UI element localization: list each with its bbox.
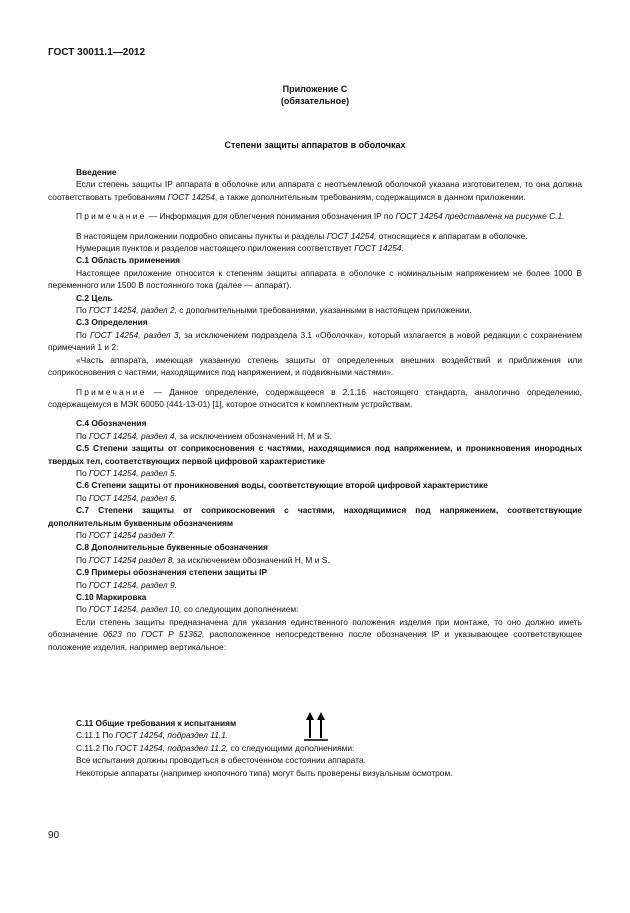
- annex-heading: Степени защиты аппаратов в оболочках: [224, 140, 406, 150]
- intro-note: Примечание — Информация для облегчения понимания обозначения IP по ГОСТ 14254 представлена на рисунке С.1.: [76, 211, 565, 222]
- section-c3-note: Примечание — Данное определение, содержащееся в 2.1.16 настоящего стандарта, аналогично определению, содержащемуся в МЭК 60050 (441-13-01) [1], которое относится к комплектным устройствам.: [48, 386, 582, 409]
- section-c2-text: По ГОСТ 14254, раздел 2, с дополнительными требованиями, указанными в настоящем приложении.: [76, 305, 472, 316]
- section-c9-heading: С.9 Примеры обозначения степени защиты IP: [76, 567, 268, 578]
- section-c6-text: По ГОСТ 14254, раздел 6.: [76, 492, 177, 503]
- section-c7-heading: С.7 Степени защиты от соприкосновения с частями, находящимися под напряжением, соответствующие дополнительным буквенным обозначениям: [48, 505, 582, 528]
- section-c3-text: По ГОСТ 14254, раздел 3, за исключением подраздела 3.1 «Оболочка», который излагается в новой редакции с сохранением примечаний 1 и 2:: [48, 329, 583, 353]
- section-c5-heading: С.5 Степени защиты от соприкосновения с частями, находящимися под напряжением, и проникновения инородных твердых тел, соответствующих первой цифровой характеристике: [48, 443, 582, 466]
- intro-paragraph-2: В настоящем приложении подробно описаны пункты и разделы ГОСТ 14254, относящиеся к аппаратам в оболочке.: [76, 230, 528, 241]
- section-c1-heading: С.1 Область применения: [76, 255, 181, 266]
- section-c3-quote: «Часть аппарата, имеющая указанную степень защиты от определенных внешних воздействий и приближения или соприкосновения с частями, находящимися под напряжением, и подвижными частями».: [48, 354, 582, 378]
- section-c8-heading: С.8 Дополнительные буквенные обозначения: [76, 542, 268, 553]
- section-c10-text: По ГОСТ 14254, раздел 10, со следующим дополнением:: [76, 604, 299, 615]
- page-number: 90: [48, 830, 60, 841]
- section-c11-1: С.11.1 По ГОСТ 14254, подраздел 11.1.: [76, 730, 229, 741]
- annex-body: [48, 166, 582, 779]
- section-c6-heading: С.6 Степени защиты от проникновения воды, соответствующие второй цифровой характеристике: [76, 480, 488, 491]
- section-c2-heading: С.2 Цель: [76, 292, 113, 303]
- section-c1-text: Настоящее приложение относится к степеням защиты аппарата в оболочке с номинальным напряжением не более 1000 В переменного или 1500 В постоянного тока (далее — аппарат).: [48, 267, 582, 291]
- section-c7-text: По ГОСТ 14254 раздел 7.: [76, 529, 175, 540]
- section-c3-heading: С.3 Определения: [76, 317, 148, 328]
- section-c8-text: По ГОСТ 14254 раздел 8, за исключением обозначений H, M и S.: [76, 554, 330, 565]
- intro-paragraph-1: Если степень защиты IP аппарата в оболочке или аппарата с неотъемлемой оболочкой указана изготовителем, то она должна соответствовать требованиям ГОСТ 14254, а также дополнительным требованиям, содержащимся в данном приложении.: [48, 179, 582, 202]
- annex-status: (обязательное): [280, 96, 350, 106]
- intro-heading: Введение: [76, 167, 117, 177]
- section-c11-paragraph-1: Все испытания должны проводиться в обесточенном состоянии аппарата.: [76, 755, 366, 766]
- section-c5-text: По ГОСТ 14254, раздел 5.: [76, 467, 177, 478]
- section-c10-heading: С.10 Маркировка: [76, 592, 147, 602]
- document-id: ГОСТ 30011.1—2012: [48, 47, 146, 58]
- section-c10-paragraph: Если степень защиты предназначена для указания единственного положения изделия при монтаже, то оно должно иметь обозначение 0623 по ГОСТ Р 51362, расположенное непосредственно после обозначения IP и указывающее соответствующее положение изделия, например вертикальное:: [48, 616, 582, 652]
- annex-title: Приложение С: [282, 84, 348, 94]
- section-c11-2: С.11.2 По ГОСТ 14254, подраздел 11.2, со следующими дополнениями:: [76, 742, 355, 753]
- section-c11-heading: С.11 Общие требования к испытаниям: [76, 718, 237, 729]
- intro-paragraph-3: Нумерация пунктов и разделов настоящего приложения соответствует ГОСТ 14254.: [76, 243, 404, 254]
- section-c4-heading: С.4 Обозначения: [76, 418, 147, 429]
- section-c11-paragraph-2: Некоторые аппараты (например кнопочного типа) могут быть проверены визуальным осмотром.: [76, 767, 453, 778]
- vertical-position-arrows-icon: [303, 712, 329, 742]
- section-c9-text: По ГОСТ 14254, раздел 9.: [76, 579, 177, 590]
- section-c4-text: По ГОСТ 14254, раздел 4, за исключением обозначений H, M и S.: [76, 430, 332, 441]
